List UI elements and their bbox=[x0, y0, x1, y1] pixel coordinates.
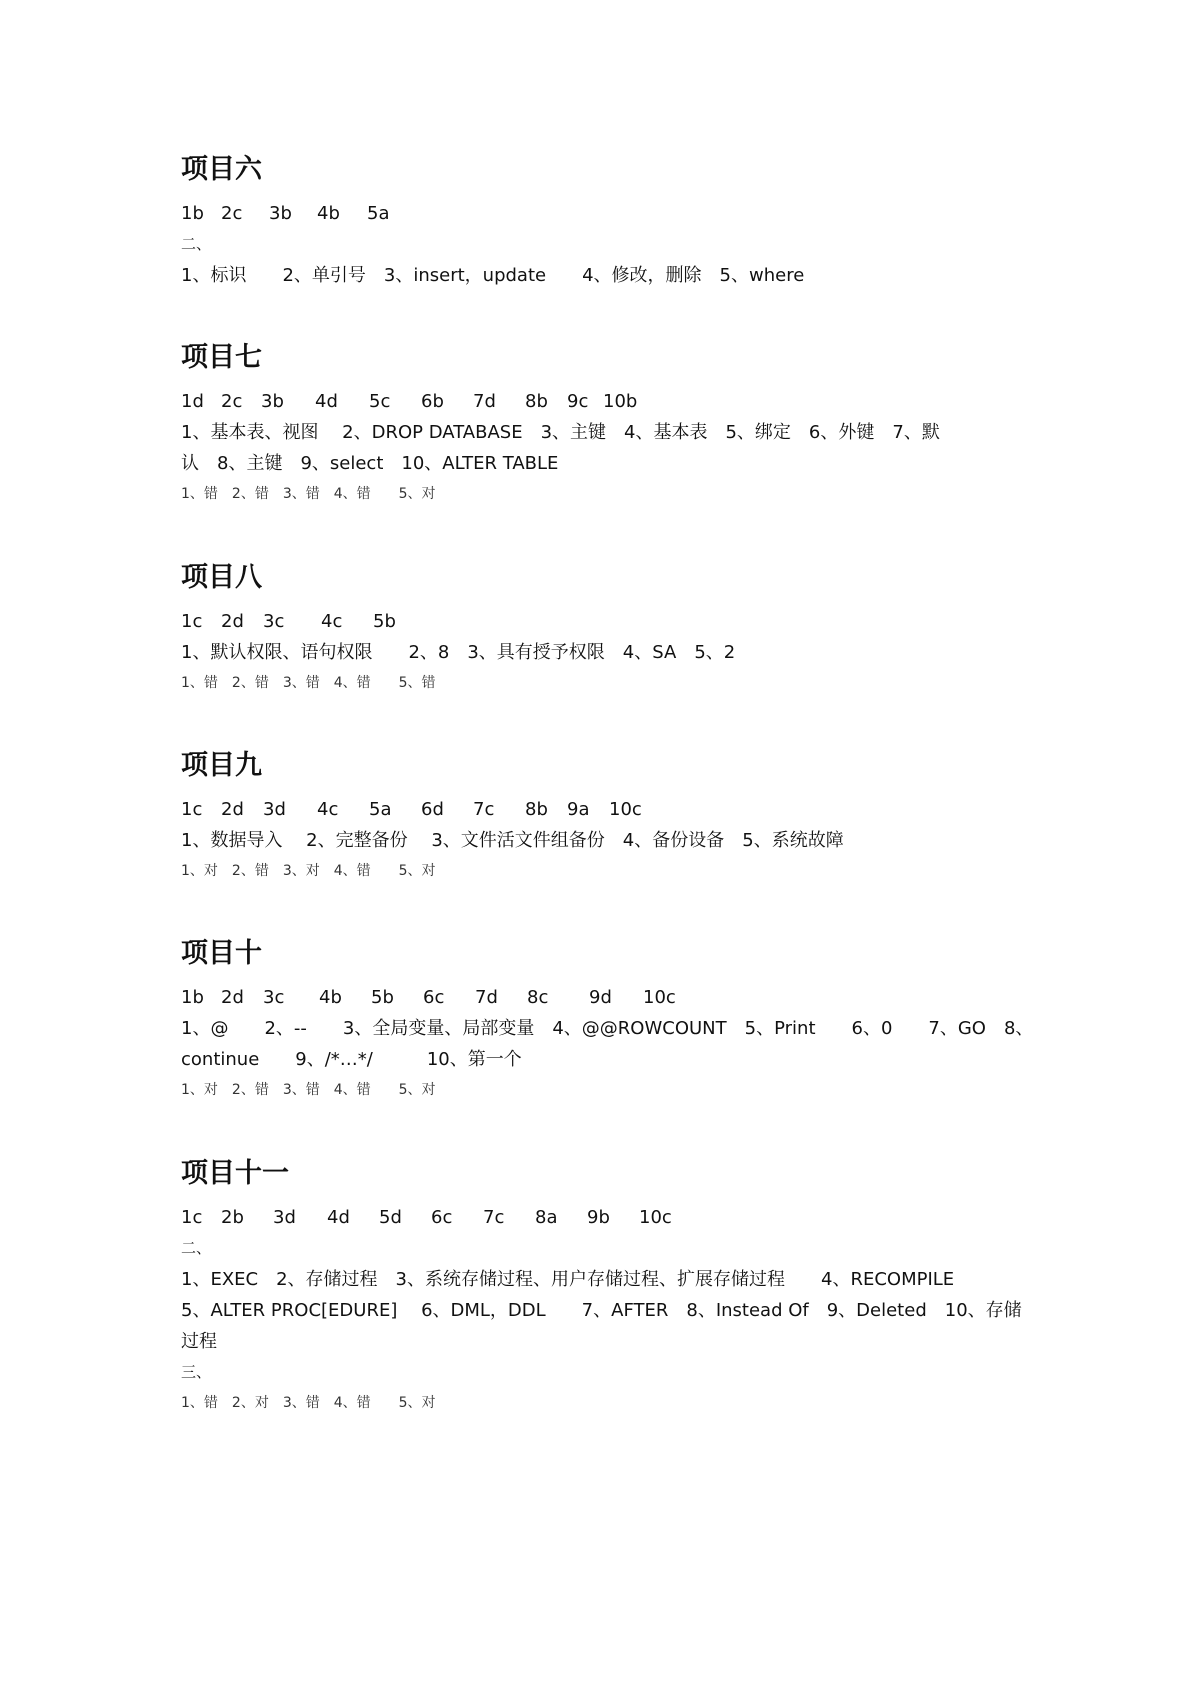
choice-answer: 6c bbox=[431, 1207, 453, 1228]
choice-answer: 8b bbox=[525, 391, 548, 412]
choice-answers bbox=[181, 386, 1021, 417]
choice-answers bbox=[181, 1202, 1021, 1233]
section-project-6 bbox=[181, 150, 1021, 338]
section-project-10 bbox=[181, 934, 1034, 1154]
choice-answer: 2c bbox=[221, 391, 243, 412]
section-project-7 bbox=[181, 338, 1021, 558]
choice-answer: 9b bbox=[587, 1207, 610, 1228]
choice-answers bbox=[181, 198, 1021, 229]
fill-answers: 1、基本表、视图 2、DROP DATABASE 3、主键 4、基本表 5、绑定 6、外键 7、默 bbox=[181, 422, 940, 443]
judge-answers: 1、错 2、错 3、错 4、错 5、错 bbox=[181, 675, 436, 691]
choice-answer: 2b bbox=[221, 1207, 244, 1228]
answer-document bbox=[181, 150, 1034, 1419]
section-title: 项目六 bbox=[181, 154, 262, 185]
choice-answer: 8b bbox=[525, 799, 548, 820]
choice-answer: 4d bbox=[327, 1207, 350, 1228]
part-label: 三、 bbox=[181, 1363, 212, 1381]
choice-answer: 7c bbox=[483, 1207, 505, 1228]
choice-answer: 5a bbox=[369, 799, 392, 820]
section-project-11 bbox=[181, 1154, 1021, 1419]
choice-answer: 2c bbox=[221, 203, 243, 224]
section-title: 项目十 bbox=[181, 938, 262, 969]
fill-answers: 1、@ 2、-- 3、全局变量、局部变量 4、@@ROWCOUNT 5、Print 6、0 7、GO 8、 bbox=[181, 1018, 1034, 1039]
choice-answer: 9d bbox=[589, 987, 612, 1008]
choice-answer: 6b bbox=[421, 391, 444, 412]
choice-answer: 10c bbox=[639, 1207, 672, 1228]
fill-answers-continued: 认 8、主键 9、select 10、ALTER TABLE bbox=[181, 453, 559, 474]
choice-answer: 3b bbox=[261, 391, 284, 412]
choice-answer: 5b bbox=[373, 611, 396, 632]
choice-answer: 9a bbox=[567, 799, 590, 820]
choice-answers bbox=[181, 606, 1021, 637]
fill-answers: 1、标识 2、单引号 3、insert，update 4、修改，删除 5、where bbox=[181, 265, 805, 286]
choice-answer: 7c bbox=[473, 799, 495, 820]
judge-answers: 1、对 2、错 3、对 4、错 5、对 bbox=[181, 863, 436, 879]
part-label: 二、 bbox=[181, 1239, 212, 1257]
choice-answer: 2d bbox=[221, 611, 244, 632]
judge-answers: 1、错 2、对 3、错 4、错 5、对 bbox=[181, 1395, 436, 1411]
choice-answer: 10c bbox=[609, 799, 642, 820]
choice-answer: 6d bbox=[421, 799, 444, 820]
fill-answers: 1、EXEC 2、存储过程 3、系统存储过程、用户存储过程、扩展存储过程 4、RECOMPILE bbox=[181, 1269, 955, 1290]
section-title: 项目七 bbox=[181, 342, 262, 373]
choice-answer: 3c bbox=[263, 611, 285, 632]
fill-answers-continued: 5、ALTER PROC[EDURE] 6、DML，DDL 7、AFTER 8、Instead Of 9、Deleted 10、存储 bbox=[181, 1300, 1022, 1321]
choice-answer: 4c bbox=[321, 611, 343, 632]
choice-answer: 8a bbox=[535, 1207, 558, 1228]
choice-answer: 7d bbox=[473, 391, 496, 412]
fill-answers: 1、默认权限、语句权限 2、8 3、具有授予权限 4、SA 5、2 bbox=[181, 642, 736, 663]
choice-answer: 10c bbox=[643, 987, 676, 1008]
choice-answer: 8c bbox=[527, 987, 549, 1008]
choice-answer: 1d bbox=[181, 391, 204, 412]
choice-answer: 5d bbox=[379, 1207, 402, 1228]
choice-answer: 4b bbox=[319, 987, 342, 1008]
choice-answers bbox=[181, 982, 1021, 1013]
choice-answer: 4b bbox=[317, 203, 340, 224]
section-title: 项目九 bbox=[181, 750, 262, 781]
fill-answers: 1、数据导入 2、完整备份 3、文件活文件组备份 4、备份设备 5、系统故障 bbox=[181, 830, 844, 851]
choice-answer: 5c bbox=[369, 391, 391, 412]
choice-answer: 9c bbox=[567, 391, 589, 412]
choice-answer: 1b bbox=[181, 987, 204, 1008]
choice-answer: 5b bbox=[371, 987, 394, 1008]
choice-answers bbox=[181, 794, 1021, 825]
choice-answer: 3c bbox=[263, 987, 285, 1008]
choice-answer: 3d bbox=[263, 799, 286, 820]
section-title: 项目十一 bbox=[181, 1158, 289, 1189]
choice-answer: 3d bbox=[273, 1207, 296, 1228]
part-label: 二、 bbox=[181, 235, 212, 253]
choice-answer: 3b bbox=[269, 203, 292, 224]
choice-answer: 1c bbox=[181, 799, 203, 820]
section-project-8 bbox=[181, 558, 1021, 746]
choice-answer: 2d bbox=[221, 799, 244, 820]
choice-answer: 4d bbox=[315, 391, 338, 412]
fill-answers-continued: 过程 bbox=[181, 1331, 217, 1352]
judge-answers: 1、对 2、错 3、错 4、错 5、对 bbox=[181, 1082, 436, 1098]
choice-answer: 1c bbox=[181, 611, 203, 632]
choice-answer: 2d bbox=[221, 987, 244, 1008]
choice-answer: 10b bbox=[603, 391, 638, 412]
choice-answer: 1c bbox=[181, 1207, 203, 1228]
fill-answers-continued: continue 9、/*…*/ 10、第一个 bbox=[181, 1049, 522, 1070]
choice-answer: 7d bbox=[475, 987, 498, 1008]
choice-answer: 5a bbox=[367, 203, 390, 224]
choice-answer: 6c bbox=[423, 987, 445, 1008]
choice-answer: 1b bbox=[181, 203, 204, 224]
choice-answer: 4c bbox=[317, 799, 339, 820]
judge-answers: 1、错 2、错 3、错 4、错 5、对 bbox=[181, 486, 436, 502]
section-title: 项目八 bbox=[181, 562, 262, 593]
section-project-9 bbox=[181, 746, 1021, 934]
